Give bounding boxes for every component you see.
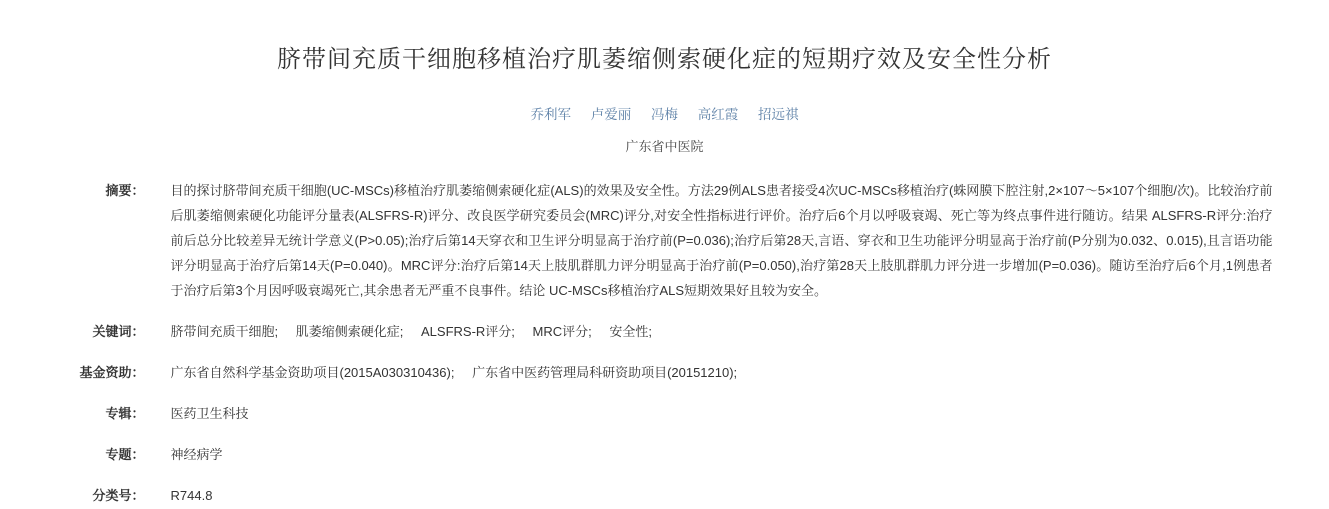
- topic-value[interactable]: 神经病学: [170, 446, 223, 462]
- keyword-item[interactable]: ALSFRS-R评分;: [421, 323, 515, 339]
- funding-label: 基金资助：: [79, 364, 145, 380]
- keyword-item[interactable]: 脐带间充质干细胞;: [170, 323, 279, 339]
- author-link[interactable]: 高红霞: [697, 107, 739, 123]
- page-title: 脐带间充质干细胞移植治疗肌萎缩侧索硬化症的短期疗效及安全性分析: [277, 46, 1052, 73]
- author-link[interactable]: 乔利军: [530, 107, 571, 123]
- keywords-row: [57, 320, 1273, 345]
- collection-value[interactable]: 医药卫生科技: [170, 405, 249, 421]
- funding-item[interactable]: 广东省自然科学基金资助项目(2015A030310436);: [170, 364, 455, 380]
- collection-row: [57, 402, 1273, 427]
- author-link[interactable]: 卢爱丽: [590, 107, 632, 123]
- classification-value[interactable]: R744.8: [170, 487, 213, 503]
- funding-item[interactable]: 广东省中医药管理局科研资助项目(20151210);: [472, 364, 738, 380]
- topic-row: [57, 443, 1273, 468]
- author-link[interactable]: 招远祺: [758, 107, 799, 123]
- keywords-label: 关键词：: [92, 323, 145, 339]
- collection-label: 专辑：: [105, 405, 145, 421]
- funding-row: [57, 361, 1273, 386]
- abstract-label: 摘要：: [105, 183, 145, 199]
- author-list: [0, 103, 1329, 123]
- author-link[interactable]: 冯梅: [651, 107, 678, 123]
- keywords-list: [145, 320, 1273, 345]
- funding-list: [145, 361, 1273, 386]
- keyword-item[interactable]: 安全性;: [609, 323, 652, 339]
- keyword-item[interactable]: 肌萎缩侧索硬化症;: [295, 323, 404, 339]
- abstract-text: 目的探讨脐带间充质干细胞(UC-MSCs)移植治疗肌萎缩侧索硬化症(ALS)的效果及安全性。方法29例ALS患者接受4次UC-MSCs移植治疗(蛛网膜下腔注射,2×107～5×107个细胞/次)。比较治疗前后肌萎缩侧索硬化功能评分量表(ALSFRS-R)评分、改良医学研究委员会(MRC)评分,对安全性指标进行评价。治疗后6个月以呼吸衰竭、死亡等为终点事件进行随访。结果 ALSFRS-R评分:治疗前后总分比较差异无统计学意义(P>0.05);治疗后第14天穿衣和卫生评分明显高于治疗前(P=0.036);治疗后第28天,言语、穿衣和卫生功能评分明显高于治疗前(P分别为0.032、0.015),且言语功能评分明显高于治疗后第14天(P=0.040)。MRC评分:治疗后第14天上肢肌群肌力评分明显高于治疗前(P=0.050),治疗第28天上肢肌群肌力评分进一步增加(P=0.036)。随访至治疗后6个月,1例患者于治疗后第3个月因呼吸衰竭死亡,其余患者无严重不良事件。结论 UC-MSCs移植治疗ALS短期效果好且较为安全。: [170, 183, 1273, 298]
- classification-label: 分类号：: [92, 487, 145, 503]
- affiliation: 广东省中医院: [625, 139, 704, 155]
- topic-label: 专题：: [105, 446, 145, 462]
- metadata-table: [57, 179, 1273, 509]
- abstract-row: [57, 179, 1273, 304]
- classification-row: [57, 484, 1273, 509]
- keyword-item[interactable]: MRC评分;: [532, 323, 592, 339]
